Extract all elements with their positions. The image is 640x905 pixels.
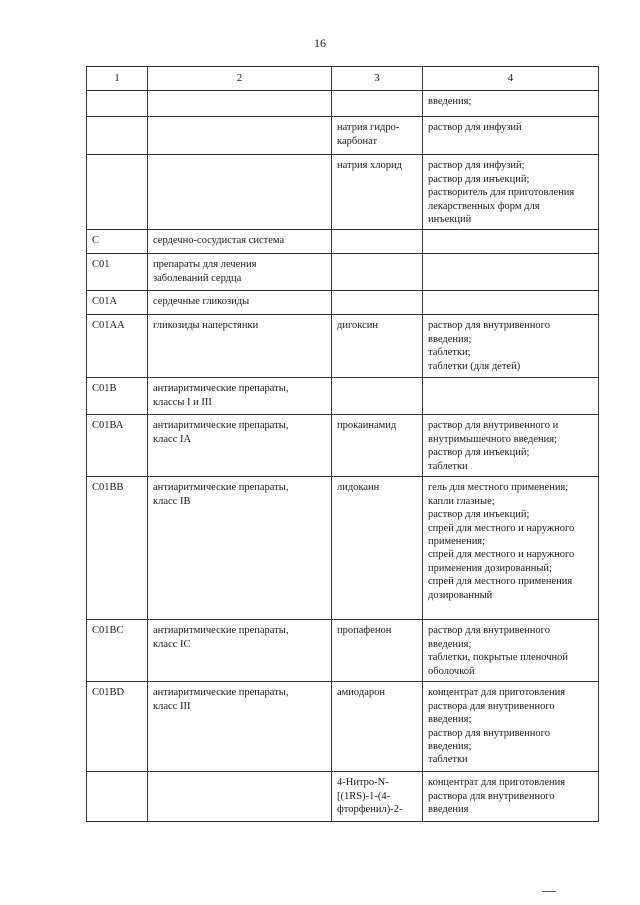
cell-group [148, 155, 332, 230]
forms-text-line: концентрат для приготовления [428, 777, 566, 789]
forms-text-line: раствор для внутривенного [428, 625, 550, 637]
cell-code [87, 155, 148, 230]
code-text-line: С [92, 235, 100, 247]
forms-text-line: раствор для инъекций; [428, 509, 530, 521]
forms-text-line: таблетки [428, 460, 468, 472]
group-text-line: класс III [153, 700, 191, 712]
drug-text-line: 4-Нитро-N- [337, 777, 389, 789]
cell-forms [423, 91, 599, 117]
cell-forms [423, 477, 599, 620]
table-row [87, 315, 599, 378]
code-text-line: С01ВD [92, 687, 125, 699]
cell-drug [332, 477, 423, 620]
forms-text-line: раствор для внутривенного и [428, 420, 559, 432]
table-row [87, 378, 599, 415]
forms-text-line: лекарственных форм для [428, 200, 540, 212]
cell-drug [332, 91, 423, 117]
code-text-line: С01АА [92, 320, 125, 332]
cell-code [87, 254, 148, 291]
cell-forms [423, 772, 599, 822]
cell-forms [423, 682, 599, 772]
forms-text-line: инъекций [428, 214, 472, 226]
cell-code [87, 477, 148, 620]
forms-text-line: раствор для инъекций; [428, 173, 530, 185]
table-row [87, 477, 599, 620]
drug-text-line: фторфенил)-2- [337, 804, 403, 816]
forms-text-line: раствора для внутривенного [428, 790, 555, 802]
forms-text-line: спрей для местного и наружного [428, 522, 575, 534]
cell-drug [332, 415, 423, 477]
group-text-line: антиаритмические препараты, [153, 687, 289, 699]
table-row [87, 254, 599, 291]
cell-group [148, 620, 332, 682]
header-col-1: 1 [87, 67, 148, 91]
table-row [87, 620, 599, 682]
forms-text-line: раствор для внутривенного [428, 727, 550, 739]
cell-drug [332, 230, 423, 254]
code-text-line: С01ВВ [92, 482, 124, 494]
cell-code [87, 772, 148, 822]
group-text-line: класс IA [153, 433, 192, 445]
cell-forms [423, 415, 599, 477]
table-row [87, 682, 599, 772]
cell-code [87, 291, 148, 315]
table-row [87, 772, 599, 822]
cell-forms [423, 315, 599, 378]
cell-code [87, 620, 148, 682]
cell-group [148, 117, 332, 155]
group-text-line: сердечные гликозиды [153, 296, 250, 308]
table-header-row [87, 67, 599, 91]
forms-text-line: гель для местного применения; [428, 482, 569, 494]
margin-tick [542, 891, 556, 892]
header-col-3: 3 [332, 67, 423, 91]
forms-text-line: раствора для внутривенного [428, 700, 555, 712]
cell-group [148, 772, 332, 822]
cell-group [148, 315, 332, 378]
cell-forms [423, 620, 599, 682]
forms-text-line: таблетки [428, 754, 468, 766]
cell-code [87, 378, 148, 415]
cell-code [87, 91, 148, 117]
code-text-line: С01В [92, 383, 117, 395]
cell-drug [332, 315, 423, 378]
forms-text-line: раствор для инъекций; [428, 447, 530, 459]
group-text-line: сердечно-сосудистая система [153, 235, 285, 247]
cell-drug [332, 291, 423, 315]
drug-text-line: амиодарон [337, 687, 385, 699]
forms-text-line: введения; [428, 333, 472, 345]
cell-group [148, 378, 332, 415]
cell-forms [423, 378, 599, 415]
code-text-line: С01ВС [92, 625, 124, 637]
forms-text-line: введения; [428, 96, 472, 108]
forms-text-line: таблетки (для детей) [428, 360, 521, 372]
cell-group [148, 682, 332, 772]
cell-drug [332, 117, 423, 155]
table-row [87, 117, 599, 155]
group-text-line: гликозиды наперстянки [153, 320, 259, 332]
drug-text-line: натрия хлорид [337, 160, 402, 172]
forms-text-line: введения; [428, 638, 472, 650]
atc-drug-table [86, 66, 599, 822]
forms-text-line: введения; [428, 741, 472, 753]
drug-text-line: пропафенон [337, 625, 392, 637]
page-number: 16 [314, 36, 326, 50]
header-col-4: 4 [423, 67, 599, 91]
cell-code [87, 682, 148, 772]
forms-text-line: концентрат для приготовления [428, 687, 566, 699]
drug-text-line: [(1RS)-1-(4- [337, 790, 391, 802]
cell-code [87, 230, 148, 254]
cell-drug [332, 254, 423, 291]
drug-text-line: карбонат [337, 135, 378, 147]
cell-forms [423, 230, 599, 254]
group-text-line: антиаритмические препараты, [153, 420, 289, 432]
group-text-line: класс IC [153, 638, 191, 650]
header-col-2: 2 [148, 67, 332, 91]
drug-text-line: лидокаин [337, 482, 380, 494]
forms-text-line: введения; [428, 714, 472, 726]
drug-text-line: прокаинамид [337, 420, 397, 432]
forms-text-line: оболочкой [428, 665, 475, 677]
cell-code [87, 315, 148, 378]
cell-forms [423, 254, 599, 291]
code-text-line: С01ВА [92, 420, 124, 432]
table-row [87, 155, 599, 230]
cell-group [148, 254, 332, 291]
drug-text-line: натрия гидро- [337, 122, 400, 134]
cell-drug [332, 682, 423, 772]
forms-text-line: спрей для местного и наружного [428, 549, 575, 561]
table-row [87, 91, 599, 117]
cell-drug [332, 378, 423, 415]
forms-text-line: применения; [428, 536, 486, 548]
cell-drug [332, 772, 423, 822]
cell-forms [423, 117, 599, 155]
cell-group [148, 91, 332, 117]
group-text-line: классы I и III [153, 396, 212, 408]
cell-code [87, 415, 148, 477]
group-text-line: антиаритмические препараты, [153, 383, 289, 395]
cell-group [148, 291, 332, 315]
forms-text-line: введения [428, 804, 469, 816]
cell-forms [423, 291, 599, 315]
code-text-line: С01А [92, 296, 118, 308]
code-text-line: С01 [92, 259, 110, 271]
forms-text-line: растворитель для приготовления [428, 187, 575, 199]
table-row [87, 291, 599, 315]
table-row [87, 230, 599, 254]
cell-code [87, 117, 148, 155]
cell-group [148, 477, 332, 620]
forms-text-line: раствор для внутривенного [428, 320, 550, 332]
forms-text-line: таблетки, покрытые пленочной [428, 652, 569, 664]
drug-text-line: дигоксин [337, 320, 378, 332]
cell-group [148, 230, 332, 254]
forms-text-line: внутримышечного введения; [428, 433, 558, 445]
group-text-line: антиаритмические препараты, [153, 625, 289, 637]
forms-text-line: капли глазные; [428, 495, 495, 507]
group-text-line: заболеваний сердца [153, 272, 242, 284]
forms-text-line: применения дозированный; [428, 562, 552, 574]
group-text-line: класс IB [153, 495, 191, 507]
cell-drug [332, 620, 423, 682]
cell-forms [423, 155, 599, 230]
group-text-line: антиаритмические препараты, [153, 482, 289, 494]
cell-group [148, 415, 332, 477]
forms-text-line: раствор для инфузий [428, 122, 522, 134]
table-row [87, 415, 599, 477]
cell-drug [332, 155, 423, 230]
forms-text-line: таблетки; [428, 347, 471, 359]
forms-text-line: дозированный [428, 589, 493, 601]
forms-text-line: спрей для местного применения [428, 576, 573, 588]
forms-text-line: раствор для инфузий; [428, 160, 525, 172]
group-text-line: препараты для лечения [153, 259, 257, 271]
